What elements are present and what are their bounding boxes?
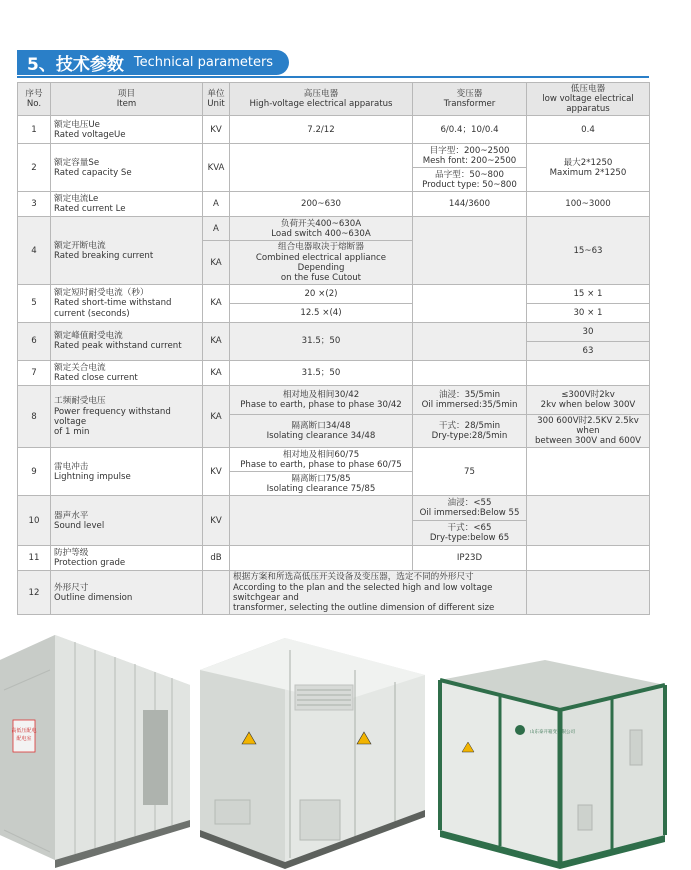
row-item xyxy=(51,144,203,192)
header-unit xyxy=(203,83,230,116)
table-row xyxy=(18,546,650,571)
lv-line: between 300V and 600V xyxy=(534,436,642,447)
hv-line: 隔离断口34/48 xyxy=(291,421,351,432)
row-item xyxy=(51,385,203,447)
tr-cell xyxy=(413,217,527,285)
row-no: 5 xyxy=(18,284,51,322)
tr-line: Mesh font: 200~2500 xyxy=(422,155,517,166)
hv-line: 相对地及相间30/42 xyxy=(282,389,360,400)
row-unit: KVA xyxy=(203,144,230,192)
header-item xyxy=(51,83,203,116)
hv-line: on the fuse Cutout xyxy=(280,272,362,283)
substation-photo-left xyxy=(0,635,190,868)
item-cn: 工频耐受电压 xyxy=(54,396,106,407)
lv-cell xyxy=(527,496,650,546)
header-transformer xyxy=(413,83,527,116)
table-row xyxy=(18,385,650,414)
lv-cell xyxy=(527,360,650,385)
row-item xyxy=(51,192,203,217)
row-item xyxy=(51,322,203,360)
section-number: 5、技术参数 xyxy=(27,55,124,75)
row-no: 6 xyxy=(18,322,51,360)
hv-cell: 7.2/12 xyxy=(230,116,413,144)
lv-cell xyxy=(527,571,650,615)
header-no-cn: 序号 xyxy=(25,89,43,100)
substation-photo-right xyxy=(440,660,665,869)
hv-cell xyxy=(230,241,413,285)
item-en: Protection grade xyxy=(54,558,126,569)
row-unit: KA xyxy=(203,241,230,285)
tr-line: 油浸：<55 xyxy=(447,498,492,509)
tr-cell xyxy=(413,496,527,521)
hv-cell xyxy=(230,144,413,192)
row-unit xyxy=(203,571,230,615)
hv-cell: 200~630 xyxy=(230,192,413,217)
tr-cell xyxy=(413,322,527,360)
row-no: 8 xyxy=(18,385,51,447)
row-unit: KA xyxy=(203,360,230,385)
tr-cell: 6/0.4；10/0.4 xyxy=(413,116,527,144)
item-en: Rated short-time withstand xyxy=(54,298,172,309)
sign-text: 高低压配电 xyxy=(11,728,37,734)
item-cn: 额定关合电流 xyxy=(54,362,106,373)
lv-cell: 30 × 1 xyxy=(527,303,650,322)
louver-vent xyxy=(630,730,642,765)
header-item-en: Item xyxy=(116,99,137,110)
item-cn: 器声水平 xyxy=(54,510,89,521)
row-unit: A xyxy=(203,192,230,217)
outline-line: According to the plan and the selected high and low voltage switchgear and xyxy=(233,582,493,603)
hv-cell xyxy=(230,546,413,571)
table-header-row xyxy=(18,83,650,116)
row-item xyxy=(51,496,203,546)
hv-cell xyxy=(230,385,413,414)
louver-vent xyxy=(578,805,592,830)
item-cn: 额定开断电流 xyxy=(54,240,106,251)
header-hv-cn: 高压电器 xyxy=(303,89,339,100)
tr-line: Product type: 50~800 xyxy=(422,179,517,190)
hv-cell: 31.5；50 xyxy=(230,360,413,385)
lv-cell xyxy=(527,546,650,571)
row-no: 4 xyxy=(18,217,51,285)
item-cn: 额定电流Le xyxy=(54,194,99,205)
item-cn: 额定峰值耐受电流 xyxy=(54,331,123,342)
tr-cell: IP23D xyxy=(413,546,527,571)
hv-line: 负荷开关400~630A xyxy=(280,218,362,229)
table-row xyxy=(18,496,650,521)
table-row xyxy=(18,360,650,385)
tr-line: 品字型：50~800 xyxy=(435,169,504,180)
hv-line: Isolating clearance 34/48 xyxy=(266,431,376,442)
header-lv-en: low voltage electrical apparatus xyxy=(542,94,634,115)
section-header xyxy=(17,50,289,75)
row-unit: dB xyxy=(203,546,230,571)
item-cn: 防护等级 xyxy=(54,548,89,559)
lv-cell xyxy=(527,448,650,496)
section-title: Technical parameters xyxy=(133,55,274,70)
hv-line: 相对地及相间60/75 xyxy=(282,449,360,460)
hv-cell xyxy=(230,472,413,496)
header-tr-cn: 变压器 xyxy=(456,89,483,100)
tr-cell xyxy=(413,144,527,168)
hv-line: 隔离断口75/85 xyxy=(291,473,351,484)
tr-cell xyxy=(413,521,527,546)
row-no: 12 xyxy=(18,571,51,615)
item-en: Power frequency withstand voltage xyxy=(54,406,171,427)
item-en: Rated breaking current xyxy=(54,250,154,261)
table-row xyxy=(18,144,650,168)
row-no: 9 xyxy=(18,448,51,496)
header-unit-en: Unit xyxy=(207,99,225,110)
header-no xyxy=(18,83,51,116)
header-hv-en: High-voltage electrical apparatus xyxy=(249,99,393,110)
outline-line: 根据方案和所选高低压开关设备及变压器，选定不同的外形尺寸 xyxy=(233,572,474,583)
louver-vent xyxy=(295,685,353,710)
row-no: 1 xyxy=(18,116,51,144)
row-item xyxy=(51,360,203,385)
lv-cell xyxy=(527,385,650,414)
row-unit: A xyxy=(203,217,230,241)
item-cn: 额定电压Ue xyxy=(54,119,100,130)
lv-cell: 63 xyxy=(527,341,650,360)
hv-line: Phase to earth, phase to phase 30/42 xyxy=(240,399,402,410)
tr-line: Oil immersed:Below 55 xyxy=(419,508,520,519)
lv-cell xyxy=(527,144,650,192)
hv-line: 组合电器取决于熔断器 xyxy=(278,242,364,253)
cabinet-label: 山东泰开箱变有限公司 xyxy=(530,730,575,735)
item-en: of 1 min xyxy=(54,426,90,437)
lv-line: 300 600V时2.5KV 2.5kv when xyxy=(537,415,639,437)
substation-photo-center xyxy=(200,638,425,869)
lv-line: Maximum 2*1250 xyxy=(549,167,627,178)
louver-vent xyxy=(300,800,340,840)
table-row xyxy=(18,192,650,217)
tr-cell xyxy=(413,168,527,192)
row-unit: KV xyxy=(203,116,230,144)
row-no: 3 xyxy=(18,192,51,217)
header-rule xyxy=(17,76,649,78)
row-unit: KA xyxy=(203,322,230,360)
tr-line: 干式：28/5min xyxy=(438,421,501,432)
hv-line: Combined electrical appliance Depending xyxy=(255,252,387,273)
table-row xyxy=(18,217,650,241)
item-cn: 雷电冲击 xyxy=(54,461,89,472)
table-row xyxy=(18,448,650,472)
table-row xyxy=(18,116,650,144)
outline-line: transformer, selecting the outline dimension of different size xyxy=(233,602,495,613)
hv-cell: 31.5；50 xyxy=(230,322,413,360)
header-lv xyxy=(527,83,650,116)
item-en: Rated close current xyxy=(54,372,138,383)
table-row xyxy=(18,322,650,341)
lv-cell: 100~3000 xyxy=(527,192,650,217)
row-item xyxy=(51,571,203,615)
item-en: Rated capacity Se xyxy=(54,167,132,178)
tr-cell: 144/3600 xyxy=(413,192,527,217)
header-no-en: No. xyxy=(26,99,42,110)
table-row xyxy=(18,571,650,615)
hv-line: Isolating clearance 75/85 xyxy=(266,483,376,494)
tr-line: Dry-type:below 65 xyxy=(429,533,510,544)
header-lv-cn: 低压电器 xyxy=(570,84,606,94)
lv-cell: 30 xyxy=(527,322,650,341)
header-item-cn: 项目 xyxy=(117,89,136,100)
row-item xyxy=(51,284,203,322)
tr-cell xyxy=(413,414,527,447)
item-en: Rated current Le xyxy=(54,204,126,215)
sign-text: 配电室 xyxy=(16,736,32,742)
item-en: Sound level xyxy=(54,520,105,531)
louver-vent xyxy=(215,800,250,824)
lv-cell xyxy=(527,414,650,447)
technical-parameters-table xyxy=(17,82,650,615)
hv-cell xyxy=(230,448,413,472)
hv-cell: 20 ×(2) xyxy=(230,284,413,303)
product-photos xyxy=(0,630,691,870)
row-no: 10 xyxy=(18,496,51,546)
tr-line: 干式：<65 xyxy=(447,523,492,534)
row-no: 11 xyxy=(18,546,51,571)
hv-cell: 12.5 ×(4) xyxy=(230,303,413,322)
row-no: 7 xyxy=(18,360,51,385)
lv-cell: 0.4 xyxy=(527,116,650,144)
row-no: 2 xyxy=(18,144,51,192)
hv-cell xyxy=(230,217,413,241)
header-hv xyxy=(230,83,413,116)
lv-line: ≤300V时2kv xyxy=(561,389,615,400)
row-item xyxy=(51,448,203,496)
item-en: Rated voltageUe xyxy=(54,129,126,140)
lv-cell: 15~63 xyxy=(527,217,650,285)
tr-cell xyxy=(413,385,527,414)
item-en: Rated peak withstand current xyxy=(54,341,182,352)
item-cn: 额定容量Se xyxy=(54,157,100,168)
row-unit: KV xyxy=(203,496,230,546)
row-unit: KV xyxy=(203,448,230,496)
hv-line: Load switch 400~630A xyxy=(271,228,371,239)
hv-cell xyxy=(230,496,413,546)
lv-line: 最大2*1250 xyxy=(563,157,613,168)
brand-logo-icon xyxy=(515,725,525,735)
tr-line: Dry-type:28/5min xyxy=(431,431,508,442)
item-cn: 外形尺寸 xyxy=(54,582,89,593)
item-cn: 额定短时耐受电流（秒） xyxy=(54,288,149,299)
hv-cell xyxy=(230,414,413,447)
tr-line: 目字型：200~2500 xyxy=(429,145,510,156)
row-item xyxy=(51,217,203,285)
tr-cell xyxy=(413,284,527,322)
table-row xyxy=(18,284,650,303)
lv-line: 2kv when below 300V xyxy=(540,399,636,410)
tr-cell xyxy=(413,360,527,385)
lv-cell: 15 × 1 xyxy=(527,284,650,303)
row-unit: KA xyxy=(203,385,230,447)
header-unit-cn: 单位 xyxy=(207,89,225,100)
row-unit: KA xyxy=(203,284,230,322)
tr-line: Oil immersed:35/5min xyxy=(421,399,518,410)
item-en: Lightning impulse xyxy=(54,471,131,482)
hv-line: Phase to earth, phase to phase 60/75 xyxy=(240,459,402,470)
row-item xyxy=(51,546,203,571)
tr-line: 油浸：35/5min xyxy=(438,389,501,400)
item-en: current (seconds) xyxy=(54,308,130,319)
item-en: Outline dimension xyxy=(54,592,133,603)
header-tr-en: Transformer xyxy=(443,99,496,110)
row-item xyxy=(51,116,203,144)
tr-cell: 75 xyxy=(413,448,527,496)
outline-text-cell xyxy=(230,571,527,615)
